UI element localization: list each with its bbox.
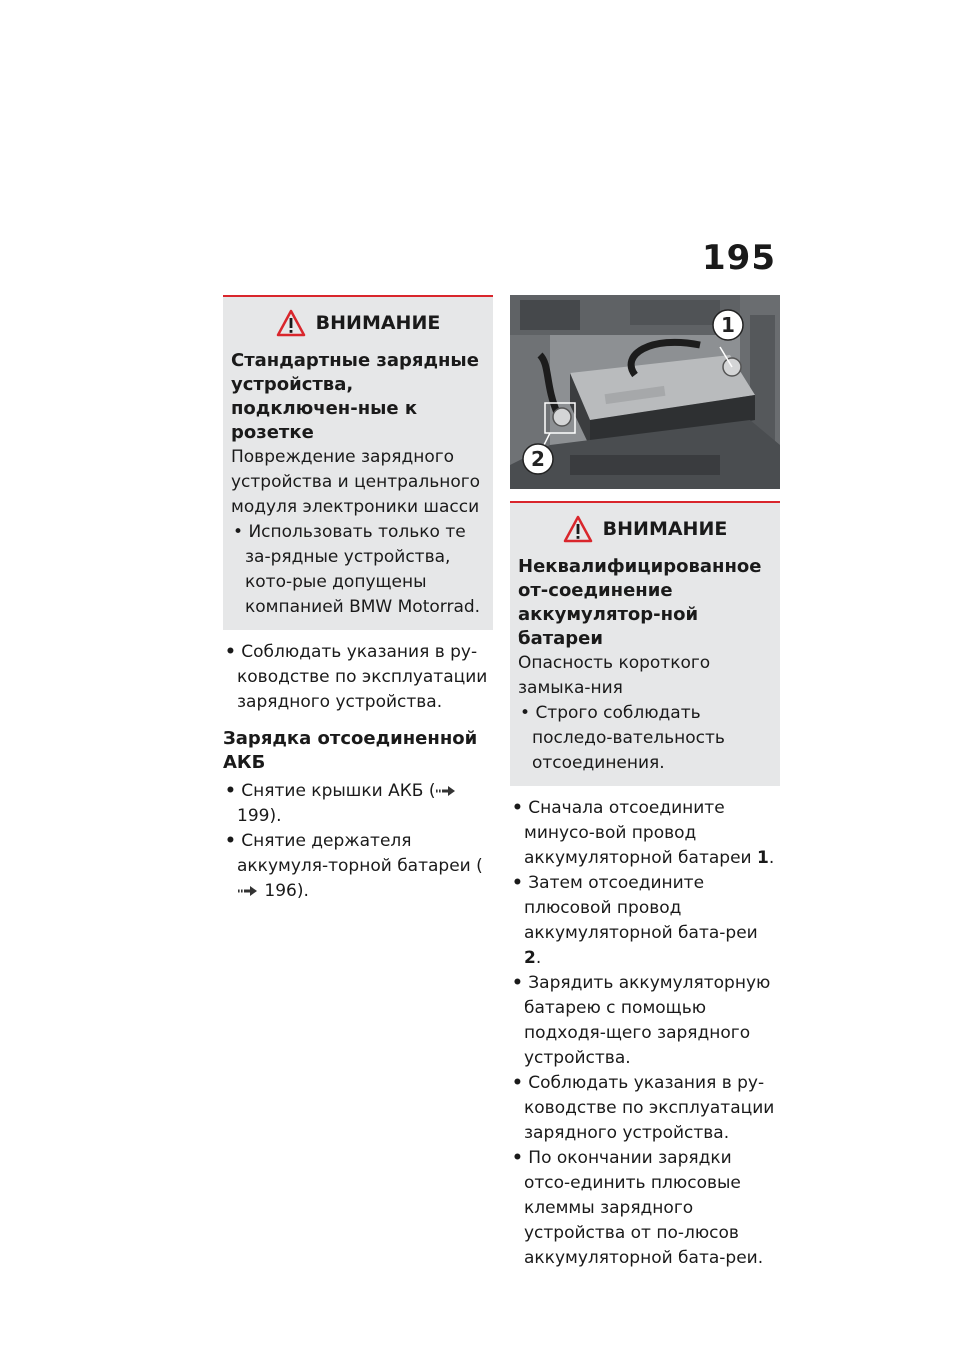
list-item-text: Соблюдать указания в ру-ководстве по эксплуатации зарядного устройства. <box>524 1073 775 1143</box>
callout-ref: 1 <box>756 848 769 868</box>
list-item-text: Снятие держателя аккумуля-торной батареи ( <box>237 831 483 876</box>
list-item-text: Зарядить аккумуляторную батарею с помощью подходя-щего зарядного устройства. <box>524 973 771 1068</box>
warning-bullet: • Строго соблюдать последо-вательность отсоединения. <box>520 703 725 773</box>
list-item: • Затем отсоедините плюсовой провод аккумуляторной бата-реи 2. <box>512 873 758 968</box>
warning-text: Повреждение зарядного устройства и центрального модуля электроники шасси <box>231 447 481 517</box>
list-item-end: ). <box>269 806 282 826</box>
list-item: • Снятие крышки АКБ ( 199). <box>223 779 493 829</box>
page-number: 195 <box>702 238 776 278</box>
warning-title: Стандартные зарядные устройства, подключен-ные к розетке <box>231 350 479 443</box>
list-item-end: ). <box>296 881 309 901</box>
warning-header <box>231 309 485 337</box>
warning-bullet: • Использовать только те за-рядные устройства, кото-рые допущены компанией BMW Motorrad. <box>233 522 481 617</box>
list-item: • Сначала отсоедините минусо-вой провод аккумуляторной батареи 1. <box>512 798 775 868</box>
list-item: • Зарядить аккумуляторную батарею с помощью подходя-щего зарядного устройства. <box>512 973 771 1068</box>
warning-label: ВНИМАНИЕ <box>602 518 728 540</box>
warning-triangle-icon <box>276 309 306 337</box>
callout-ref: 2 <box>524 948 536 968</box>
right-column <box>510 295 780 1271</box>
list-item-text: Сначала отсоедините минусо-вой провод аккумуляторной батареи <box>524 798 757 868</box>
warning-title: Неквалифицированное от-соединение аккумулятор-ной батареи <box>518 556 762 649</box>
battery-photo <box>510 295 780 489</box>
left-column <box>223 295 493 904</box>
page-reference-arrow-icon <box>435 785 457 797</box>
callout-2: 2 <box>531 447 545 471</box>
page-reference[interactable]: 196 <box>264 881 297 901</box>
list-item-text: Соблюдать указания в ру-ководстве по эксплуатации зарядного устройства. <box>237 642 488 712</box>
page-reference-arrow-icon <box>237 885 259 897</box>
list-item: • Снятие держателя аккумуля-торной батареи ( 196). <box>225 831 483 901</box>
list-item-text: Снятие крышки АКБ ( <box>241 781 436 801</box>
warning-box-chargers <box>223 295 493 630</box>
warning-box-disconnect <box>510 501 780 786</box>
warning-label: ВНИМАНИЕ <box>315 312 441 334</box>
list-item-end: . <box>535 948 542 968</box>
list-item: • Соблюдать указания в ру-ководстве по эксплуатации зарядного устройства. <box>512 1073 775 1143</box>
page-reference[interactable]: 199 <box>237 806 270 826</box>
list-item-end: . <box>768 848 775 868</box>
warning-header <box>518 515 772 543</box>
list-item-text: Затем отсоедините плюсовой провод аккумуляторной бата-реи <box>524 873 758 943</box>
warning-bullet-text: Использовать только те за-рядные устройства, кото-рые допущены компанией BMW Motorrad. <box>245 522 481 617</box>
warning-bullet-text: Строго соблюдать последо-вательность отсоединения. <box>532 703 725 773</box>
battery-illustration <box>510 295 780 489</box>
list-item-text: По окончании зарядки отсо-единить плюсовые клеммы зарядного устройства от по-люсов аккумуляторной бата-реи. <box>524 1148 764 1268</box>
list-item: • По окончании зарядки отсо-единить плюсовые клеммы зарядного устройства от по-люсов аккумуляторной бата-реи. <box>512 1148 764 1268</box>
callout-1: 1 <box>721 313 735 337</box>
warning-triangle-icon <box>563 515 593 543</box>
section-heading: Зарядка отсоединенной АКБ <box>223 728 478 773</box>
list-item: • Соблюдать указания в ру-ководстве по эксплуатации зарядного устройства. <box>225 642 488 712</box>
warning-text: Опасность короткого замыка-ния <box>518 653 711 698</box>
